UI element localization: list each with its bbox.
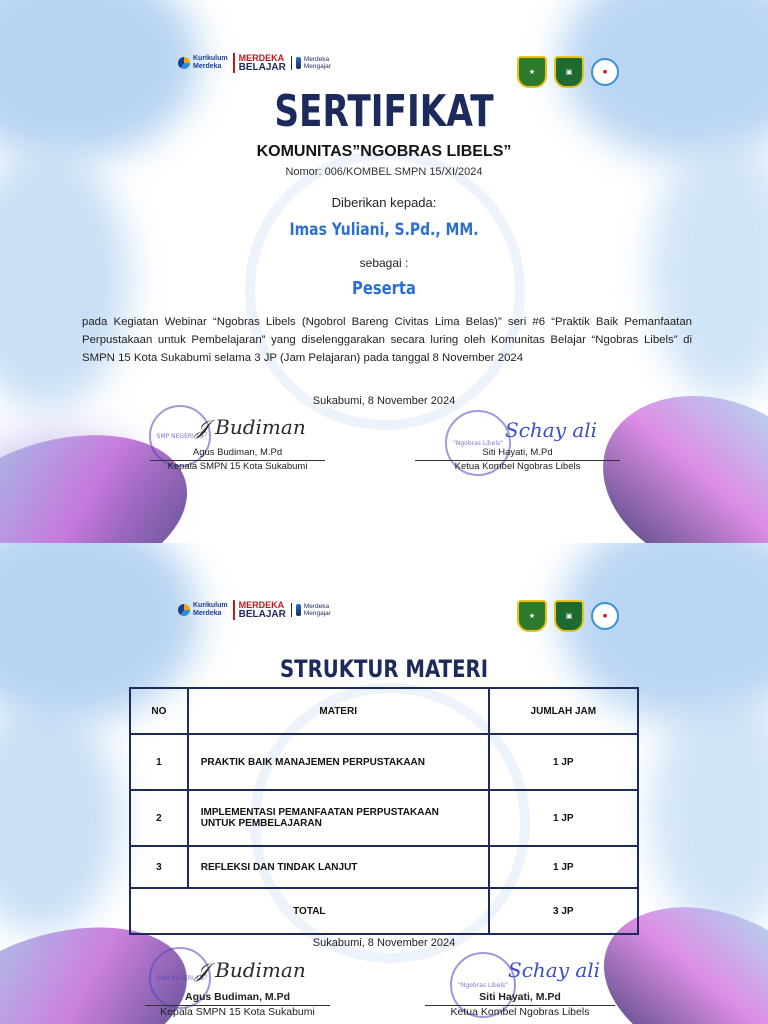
watercolor-right bbox=[650, 693, 768, 933]
as-label: sebagai : bbox=[359, 256, 409, 270]
total-row bbox=[130, 888, 638, 934]
right-signatory-title: Ketua Kombel Ngobras Libels bbox=[454, 461, 581, 472]
kurikulum-merdeka-logo: Kurikulum Merdeka bbox=[178, 55, 228, 71]
institution-logos bbox=[517, 56, 619, 88]
ngobras-libels-logo-icon: ● bbox=[591, 602, 619, 630]
merdeka-mengajar-logo: Merdeka Mengajar bbox=[291, 603, 331, 617]
left-signatory-title: Kepala SMPN 15 Kota Sukabumi bbox=[160, 1006, 315, 1018]
table-row bbox=[130, 790, 638, 846]
right-signatory-name: Siti Hayati, M.Pd bbox=[482, 447, 553, 458]
row-materi: IMPLEMENTASI PEMANFAATAN PERPUSTAKAAN UNTUK PEMBELAJARAN bbox=[188, 790, 489, 846]
row-materi: PRAKTIK BAIK MANAJEMEN PERPUSTAKAAN bbox=[188, 734, 489, 790]
certificate-title: SERTIFIKAT bbox=[274, 86, 494, 137]
program-logos bbox=[178, 600, 331, 620]
sukabumi-city-seal-icon: ★ bbox=[517, 600, 547, 632]
kombel-stamp-icon: "Ngobras Libels" bbox=[445, 410, 511, 476]
ngobras-libels-logo-icon: ● bbox=[591, 58, 619, 86]
kurikulum-icon bbox=[178, 604, 190, 616]
header-no: NO bbox=[130, 688, 188, 734]
row-no: 2 bbox=[130, 790, 188, 846]
place-date: Sukabumi, 8 November 2024 bbox=[312, 395, 456, 407]
total-value: 3 JP bbox=[489, 888, 638, 934]
community-name: KOMUNITAS”NGOBRAS LIBELS” bbox=[256, 143, 512, 160]
left-signatory-title: Kepala SMPN 15 Kota Sukabumi bbox=[167, 461, 308, 472]
header-materi: MATERI bbox=[188, 688, 489, 734]
sukabumi-city-seal-icon: ★ bbox=[517, 56, 547, 88]
header-jam: JUMLAH JAM bbox=[489, 688, 638, 734]
school-stamp-icon: SMP NEGERI 15 bbox=[149, 405, 211, 467]
right-signature-icon: Schay ali bbox=[508, 958, 601, 982]
institution-logos bbox=[517, 600, 619, 632]
table-row bbox=[130, 846, 638, 888]
school-stamp-icon: SMP NEGERI 15 bbox=[149, 947, 211, 1009]
certificate-body: pada Kegiatan Webinar “Ngobras Libels (Ngobrol Bareng Civitas Lima Belas)” seri #6 “Praktik Baik Pemanfaatan Perpustakaan untuk Pembelajaran” yang diselenggarakan secara luring oleh Komunitas Belajar “Ngobras Libels” di SMPN 15 Kota Sukabumi selama 3 JP (Jam Pelajaran) pada tanggal 8 November 2024 bbox=[82, 316, 692, 364]
kurikulum-merdeka-logo: Kurikulum Merdeka bbox=[178, 602, 228, 618]
school-seal-icon: ▣ bbox=[554, 600, 584, 632]
given-to-label: Diberikan kepada: bbox=[331, 195, 437, 210]
row-jam: 1 JP bbox=[489, 846, 638, 888]
mengajar-icon bbox=[296, 604, 301, 616]
merdeka-belajar-logo: MERDEKA BELAJAR bbox=[233, 600, 286, 620]
left-signatory bbox=[150, 447, 325, 472]
left-signatory-name: Agus Budiman, M.Pd bbox=[185, 991, 290, 1003]
left-signature-icon: 𝒥 Budiman bbox=[195, 958, 306, 982]
watercolor-left bbox=[0, 703, 120, 933]
left-signatory bbox=[145, 991, 330, 1018]
program-logos bbox=[178, 53, 331, 73]
structure-title: STRUKTUR MATERI bbox=[279, 655, 489, 683]
right-signatory bbox=[415, 447, 620, 472]
row-jam: 1 JP bbox=[489, 790, 638, 846]
merdeka-belajar-logo: MERDEKA BELAJAR bbox=[233, 53, 286, 73]
row-jam: 1 JP bbox=[489, 734, 638, 790]
right-signatory-title: Ketua Kombel Ngobras Libels bbox=[450, 1006, 590, 1018]
left-signatory-name: Agus Budiman, M.Pd bbox=[192, 447, 283, 458]
kombel-stamp-icon: "Ngobras Libels" bbox=[450, 952, 516, 1018]
merdeka-mengajar-logo: Merdeka Mengajar bbox=[291, 56, 331, 70]
right-signatory bbox=[425, 991, 615, 1018]
total-label: TOTAL bbox=[130, 888, 489, 934]
row-no: 1 bbox=[130, 734, 188, 790]
left-signature-icon: 𝒥 Budiman bbox=[195, 415, 306, 439]
row-materi: REFLEKSI DAN TINDAK LANJUT bbox=[188, 846, 489, 888]
row-no: 3 bbox=[130, 846, 188, 888]
materials-table bbox=[129, 687, 639, 935]
mengajar-icon bbox=[296, 57, 301, 69]
place-date-page2: Sukabumi, 8 November 2024 bbox=[312, 937, 456, 949]
certificate-number: Nomor: 006/KOMBEL SMPN 15/XI/2024 bbox=[285, 166, 483, 178]
table-row bbox=[130, 734, 638, 790]
recipient-name: Imas Yuliani, S.Pd., MM. bbox=[289, 220, 479, 240]
right-signatory-name: Siti Hayati, M.Pd bbox=[479, 991, 561, 1003]
table-header-row bbox=[130, 688, 638, 734]
right-signature-icon: Schay ali bbox=[505, 418, 598, 442]
kurikulum-icon bbox=[178, 57, 190, 69]
recipient-role: Peserta bbox=[352, 278, 416, 299]
school-seal-icon: ▣ bbox=[554, 56, 584, 88]
